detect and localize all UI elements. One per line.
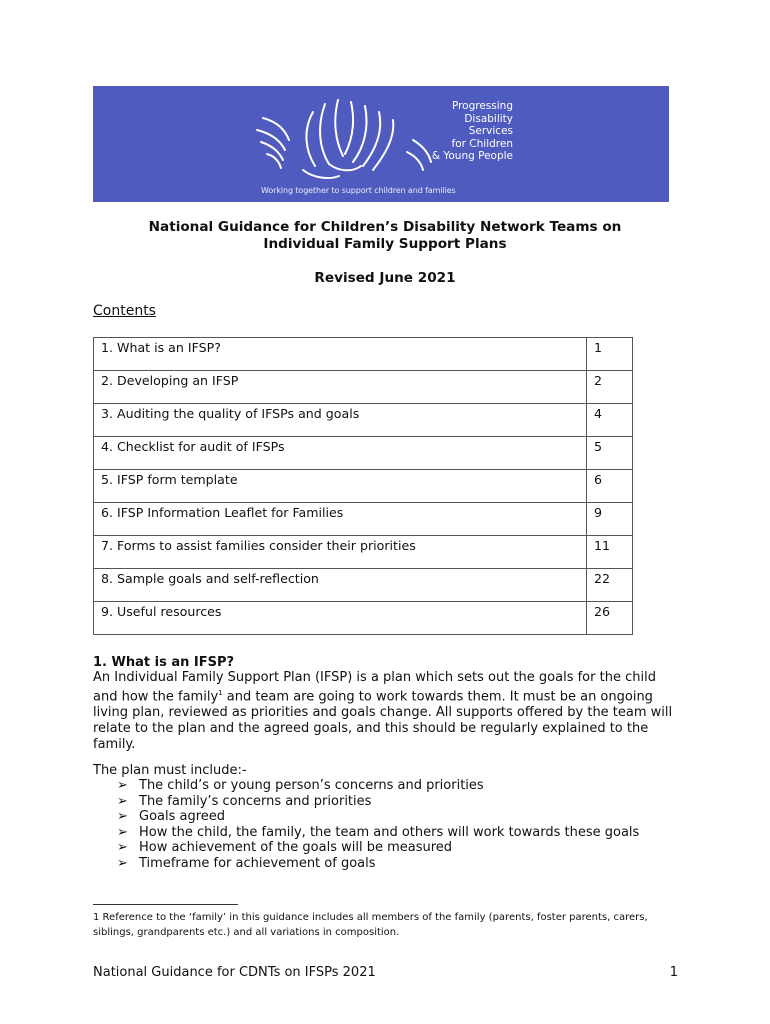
toc-row[interactable]	[94, 536, 633, 569]
requirements-list	[117, 778, 647, 871]
arrow-bullet-icon: ➢	[117, 793, 128, 809]
arrow-bullet-icon: ➢	[117, 778, 128, 793]
toc-row[interactable]	[94, 437, 633, 470]
logo-banner	[93, 86, 669, 202]
toc-page: 6	[587, 470, 633, 503]
contents-heading: Contents	[93, 303, 156, 319]
toc-label[interactable]: 8. Sample goals and self-reflection	[94, 569, 587, 602]
org-line: for Children	[451, 137, 513, 150]
list-item	[117, 794, 647, 810]
toc-row[interactable]	[94, 371, 633, 404]
toc-label[interactable]: 9. Useful resources	[94, 602, 587, 635]
body-paragraph	[93, 670, 678, 752]
list-item-text: The family’s concerns and priorities	[139, 793, 372, 809]
toc-page: 26	[587, 602, 633, 635]
org-line: Progressing	[451, 100, 513, 112]
list-item-text: The child’s or young person’s concerns and priorities	[139, 778, 484, 793]
toc-page: 5	[587, 437, 633, 470]
toc-label[interactable]: 2. Developing an IFSP	[94, 371, 587, 404]
list-item	[117, 856, 647, 872]
list-item-text: How achievement of the goals will be measured	[139, 840, 453, 855]
toc-page: 11	[587, 536, 633, 569]
toc-page: 2	[587, 371, 633, 404]
toc-page: 4	[587, 404, 633, 437]
toc-label[interactable]: 1. What is an IFSP?	[94, 338, 587, 371]
list-item	[117, 825, 647, 841]
footnote: 1 Reference to the ‘family’ in this guidance includes all members of the family (parents, foster parents, carers, siblings, grandparents etc.) and all variations in composition.	[93, 912, 648, 938]
toc-row[interactable]	[94, 338, 633, 371]
toc-label[interactable]: 5. IFSP form template	[94, 470, 587, 503]
paragraph-text: and team are going to work towards them. It must be an ongoing living plan, reviewed as priorities and goals change. All supports offered by the team will relate to the plan and the agreed goals, and this should be regularly explained to the family.	[93, 689, 673, 752]
arrow-bullet-icon: ➢	[117, 855, 128, 871]
paragraph-text: An Individual Family Support Plan (IFSP) is a plan which sets out the goals for the child and how the family	[93, 670, 656, 705]
page-footer-title: National Guidance for CDNTs on IFSPs 2021	[93, 965, 376, 980]
list-item	[117, 809, 647, 825]
org-line: & Young People	[431, 150, 513, 162]
toc-row[interactable]	[94, 404, 633, 437]
toc-label[interactable]: 4. Checklist for audit of IFSPs	[94, 437, 587, 470]
organisation-name	[432, 100, 513, 163]
toc-page: 1	[587, 338, 633, 371]
toc-row[interactable]	[94, 569, 633, 602]
list-intro: The plan must include:-	[93, 763, 247, 778]
hands-logo-icon	[243, 90, 443, 186]
toc-page: 9	[587, 503, 633, 536]
list-item-text: Goals agreed	[139, 809, 226, 824]
toc-row[interactable]	[94, 602, 633, 635]
title-line-1: National Guidance for Children’s Disability Network Teams on	[148, 219, 622, 235]
toc-row[interactable]	[94, 470, 633, 503]
footnote-reference[interactable]: 1	[218, 688, 223, 697]
org-line: Services	[468, 125, 513, 137]
list-item	[117, 778, 647, 794]
logo-tagline: Working together to support children and families	[261, 186, 456, 195]
revision-date: Revised June 2021	[314, 270, 456, 286]
toc-label[interactable]: 3. Auditing the quality of IFSPs and goals	[94, 404, 587, 437]
section-heading: 1. What is an IFSP?	[93, 655, 235, 670]
list-item-text: How the child, the family, the team and others will work towards these goals	[139, 824, 640, 840]
contents-table	[93, 337, 633, 635]
arrow-bullet-icon: ➢	[117, 840, 128, 855]
toc-page: 22	[587, 569, 633, 602]
page-number: 1	[669, 965, 678, 980]
document-title	[93, 219, 677, 253]
list-item	[117, 840, 647, 856]
list-item-text: Timeframe for achievement of goals	[139, 855, 376, 871]
toc-label[interactable]: 7. Forms to assist families consider their priorities	[94, 536, 587, 569]
toc-label[interactable]: 6. IFSP Information Leaflet for Families	[94, 503, 587, 536]
arrow-bullet-icon: ➢	[117, 824, 128, 840]
title-line-2: Individual Family Support Plans	[263, 236, 507, 252]
footnote-divider	[93, 904, 238, 905]
org-line: Disability	[464, 112, 513, 125]
toc-row[interactable]	[94, 503, 633, 536]
arrow-bullet-icon: ➢	[117, 809, 128, 824]
